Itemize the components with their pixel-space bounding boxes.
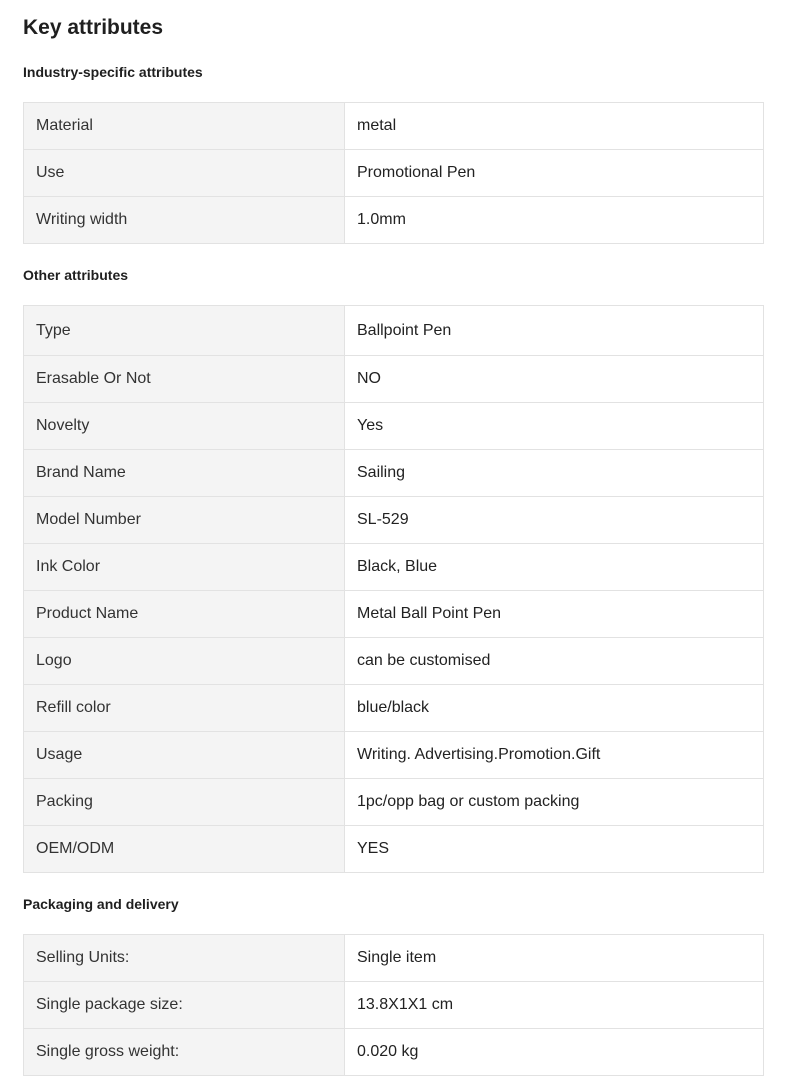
attribute-key: Erasable Or Not (24, 356, 345, 403)
table-row (24, 197, 764, 244)
attribute-key: Material (24, 103, 345, 150)
attribute-key: Type (24, 306, 345, 356)
attribute-key: Packing (24, 779, 345, 826)
attribute-key: Ink Color (24, 544, 345, 591)
attribute-value: Black, Blue (345, 544, 764, 591)
attribute-value: 1pc/opp bag or custom packing (345, 779, 764, 826)
attribute-value: 0.020 kg (345, 1029, 764, 1076)
attribute-key: Selling Units: (24, 935, 345, 982)
table-row (24, 356, 764, 403)
attribute-key: Single gross weight: (24, 1029, 345, 1076)
attribute-value: can be customised (345, 638, 764, 685)
section-heading-packaging: Packaging and delivery (23, 896, 179, 912)
table-row (24, 732, 764, 779)
attribute-value: Metal Ball Point Pen (345, 591, 764, 638)
attribute-value: SL-529 (345, 497, 764, 544)
attribute-key: OEM/ODM (24, 826, 345, 873)
attribute-value: blue/black (345, 685, 764, 732)
section-heading-other: Other attributes (23, 267, 129, 283)
industry-attributes-table (23, 102, 764, 244)
table-row (24, 935, 764, 982)
table-row (24, 544, 764, 591)
page-title: Key attributes (23, 16, 164, 39)
table-row (24, 685, 764, 732)
attribute-value: Writing. Advertising.Promotion.Gift (345, 732, 764, 779)
attribute-key: Single package size: (24, 982, 345, 1029)
attribute-value: Yes (345, 403, 764, 450)
table-row (24, 306, 764, 356)
table-row (24, 1029, 764, 1076)
attribute-key: Use (24, 150, 345, 197)
table-row (24, 779, 764, 826)
table-row (24, 403, 764, 450)
table-row (24, 497, 764, 544)
attribute-value: Promotional Pen (345, 150, 764, 197)
attribute-value: metal (345, 103, 764, 150)
attribute-key: Product Name (24, 591, 345, 638)
attribute-key: Model Number (24, 497, 345, 544)
attribute-value: Ballpoint Pen (345, 306, 764, 356)
attribute-key: Novelty (24, 403, 345, 450)
attribute-key: Refill color (24, 685, 345, 732)
attribute-key: Brand Name (24, 450, 345, 497)
table-row (24, 103, 764, 150)
attribute-value: YES (345, 826, 764, 873)
packaging-delivery-table (23, 934, 764, 1076)
table-row (24, 591, 764, 638)
attribute-key: Writing width (24, 197, 345, 244)
attribute-key: Logo (24, 638, 345, 685)
attribute-value: NO (345, 356, 764, 403)
other-attributes-table (23, 305, 764, 873)
attribute-value: 1.0mm (345, 197, 764, 244)
attribute-value: Single item (345, 935, 764, 982)
attribute-value: 13.8X1X1 cm (345, 982, 764, 1029)
attribute-key: Usage (24, 732, 345, 779)
table-row (24, 450, 764, 497)
attribute-value: Sailing (345, 450, 764, 497)
table-row (24, 638, 764, 685)
table-row (24, 150, 764, 197)
table-row (24, 826, 764, 873)
table-row (24, 982, 764, 1029)
section-heading-industry: Industry-specific attributes (23, 64, 203, 80)
